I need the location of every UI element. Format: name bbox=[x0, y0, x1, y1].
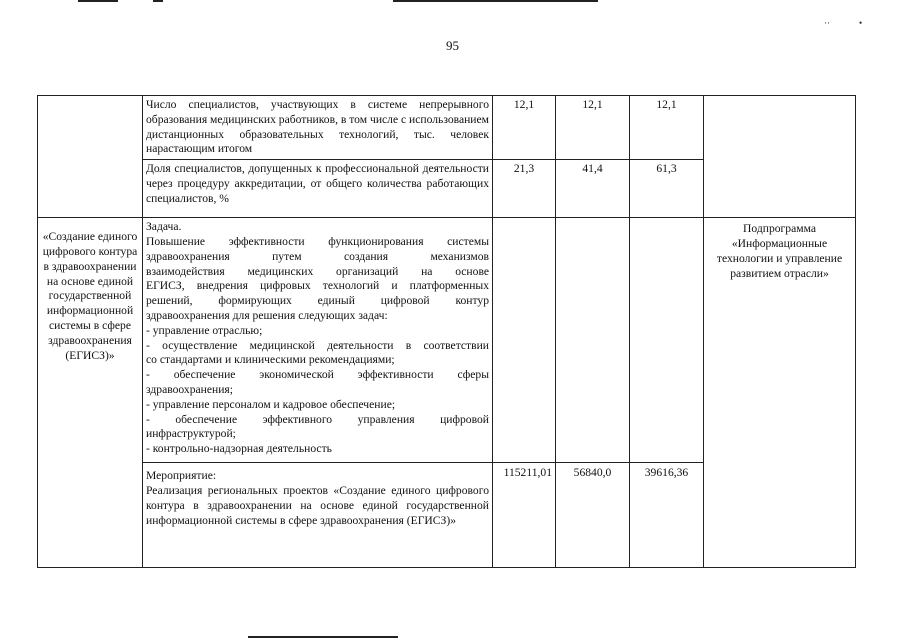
task-line: решений, формирующих единый цифровой контур bbox=[146, 294, 489, 308]
value-cell: 115211,01 bbox=[493, 463, 556, 568]
scan-line-top-mid bbox=[153, 0, 163, 2]
measure-cell bbox=[143, 463, 493, 568]
empty-left-cell bbox=[38, 96, 143, 218]
scan-line-top-right bbox=[393, 0, 598, 2]
program-cell: Подпрограмма «Информационные технологии и управление развитием отрасли» bbox=[704, 218, 856, 568]
task-line: со стандартами и клиническими рекомендациями; bbox=[146, 353, 395, 367]
corner-mark-1: ·· bbox=[824, 18, 830, 28]
value-cell: 39616,36 bbox=[630, 463, 704, 568]
value-cell bbox=[493, 218, 556, 463]
indicator-cell: Число специалистов, участвующих в системе непрерывного образования медицинских работников, в том числе с использованием дистанционных образовательных технологий, тыс. человек нарастающим итогом bbox=[143, 96, 493, 160]
table-row bbox=[38, 218, 856, 463]
task-line: Повышение эффективности функционирования системы bbox=[146, 234, 489, 248]
empty-right-cell bbox=[704, 96, 856, 218]
measure-label: Мероприятие: bbox=[146, 469, 217, 483]
value-cell: 21,3 bbox=[493, 160, 556, 218]
task-line: - обеспечение эффективного управления цифровой bbox=[146, 412, 489, 426]
value-cell: 56840,0 bbox=[556, 463, 630, 568]
task-label: Задача. bbox=[146, 220, 182, 234]
value-cell: 12,1 bbox=[556, 96, 630, 160]
task-line: - управление отраслью; bbox=[146, 323, 263, 337]
task-line: - осуществление медицинской деятельности в соответствии bbox=[146, 338, 489, 352]
value-cell bbox=[630, 218, 704, 463]
task-line: здравоохранения для решения следующих задач: bbox=[146, 308, 388, 322]
value-cell: 12,1 bbox=[630, 96, 704, 160]
task-line: здравоохранения; bbox=[146, 382, 233, 396]
value-cell bbox=[556, 218, 630, 463]
value-cell: 41,4 bbox=[556, 160, 630, 218]
task-line: - управление персоналом и кадровое обеспечение; bbox=[146, 397, 396, 411]
measure-text: Реализация региональных проектов «Создание единого цифрового контура в здравоохранении на основе единой государственной информационной системы в сфере здравоохранения (ЕГИСЗ)» bbox=[146, 483, 489, 527]
page-number: 95 bbox=[446, 38, 459, 53]
scan-line-top-left bbox=[78, 0, 118, 2]
document-table bbox=[37, 95, 856, 568]
value-cell: 12,1 bbox=[493, 96, 556, 160]
indicator-cell: Доля специалистов, допущенных к профессиональной деятельности через процедуру аккредитации, от общего количества работающих специалистов, % bbox=[143, 160, 493, 218]
task-line: - обеспечение экономической эффективности сферы bbox=[146, 368, 489, 382]
corner-mark-2: • bbox=[859, 18, 863, 28]
scan-line-bottom bbox=[248, 636, 398, 638]
table-row bbox=[38, 96, 856, 160]
task-line: ЕГИСЗ, внедрения цифровых технологий и платформенных bbox=[146, 279, 489, 293]
section-title-cell: «Создание единого цифрового контура в здравоохранении на основе единой государственной информационной системы в сфере здравоохранения (ЕГИСЗ)» bbox=[38, 218, 143, 568]
task-line: - контрольно-надзорная деятельность bbox=[146, 442, 332, 456]
task-cell bbox=[143, 218, 493, 463]
task-line: взаимодействия медицинских организаций на основе bbox=[146, 264, 489, 278]
task-line: здравоохранения путем создания механизмов bbox=[146, 249, 489, 263]
task-line: инфраструктурой; bbox=[146, 427, 236, 441]
value-cell: 61,3 bbox=[630, 160, 704, 218]
